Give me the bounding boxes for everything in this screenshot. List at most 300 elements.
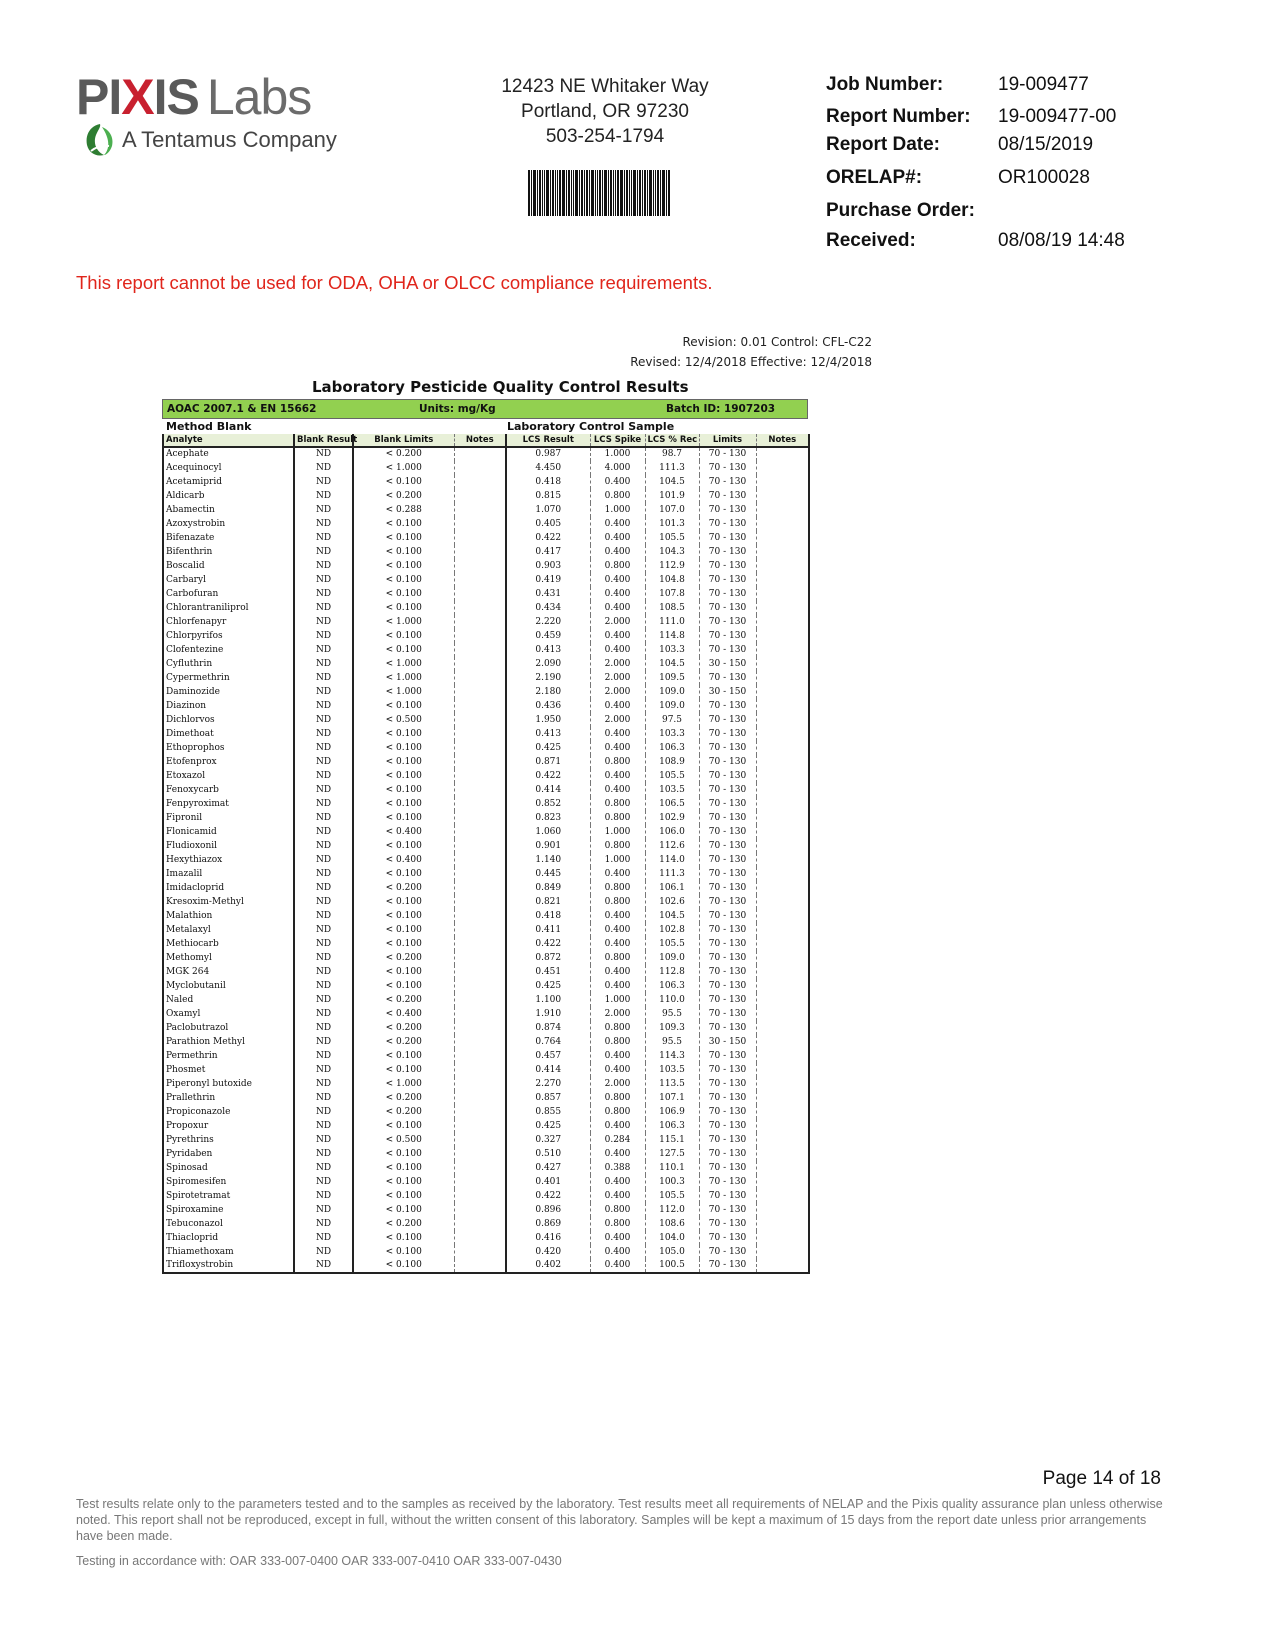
lcs-rec-cell: 104.0 [645, 1231, 699, 1245]
table-row [163, 1147, 809, 1161]
blank-notes-cell [454, 783, 506, 797]
lcs-spike-cell: 0.400 [590, 727, 645, 741]
blank-notes-cell [454, 1119, 506, 1133]
analyte-cell: Daminozide [163, 685, 294, 699]
orelap-label: ORELAP#: [826, 167, 923, 188]
limits-cell: 70 - 130 [699, 839, 756, 853]
blank-limits-cell: < 0.100 [353, 1231, 454, 1245]
blank-limits-cell: < 0.100 [353, 1063, 454, 1077]
lcs-spike-cell: 1.000 [590, 993, 645, 1007]
lcs-result-cell: 0.872 [506, 951, 590, 965]
blank-result-cell: ND [294, 1035, 353, 1049]
lcs-result-cell: 1.100 [506, 993, 590, 1007]
footer-disclaimer: Test results relate only to the parameters tested and to the samples as received by the laboratory. Test results meet all requirements of NELAP and the Pixis quality assurance plan unless otherwise noted. This report shall not be reproduced, except in full, without the written consent of this laboratory. Samples will be kept a maximum of 15 days from the report date unless prior arrangements have been made. [76, 1497, 1163, 1543]
lcs-notes-cell [756, 629, 809, 643]
blank-result-cell: ND [294, 1077, 353, 1091]
blank-limits-cell: < 1.000 [353, 685, 454, 699]
lcs-spike-cell: 2.000 [590, 657, 645, 671]
blank-limits-cell: < 1.000 [353, 1077, 454, 1091]
limits-cell: 70 - 130 [699, 699, 756, 713]
col-limits: Limits [699, 434, 756, 447]
lcs-spike-cell: 0.400 [590, 699, 645, 713]
analyte-cell: MGK 264 [163, 965, 294, 979]
blank-limits-cell: < 0.100 [353, 867, 454, 881]
lcs-notes-cell [756, 839, 809, 853]
blank-result-cell: ND [294, 1245, 353, 1259]
lcs-spike-cell: 0.400 [590, 629, 645, 643]
blank-result-cell: ND [294, 1189, 353, 1203]
company-logo [76, 69, 366, 162]
blank-limits-cell: < 0.100 [353, 517, 454, 531]
lcs-spike-cell: 0.400 [590, 475, 645, 489]
logo-wordmark [76, 69, 366, 125]
blank-result-cell: ND [294, 587, 353, 601]
table-row [163, 727, 809, 741]
lcs-notes-cell [756, 615, 809, 629]
lcs-spike-cell: 0.800 [590, 559, 645, 573]
limits-cell: 70 - 130 [699, 1077, 756, 1091]
address-phone: 503-254-1794 [545, 126, 665, 147]
limits-cell: 70 - 130 [699, 643, 756, 657]
revised-line: Revised: 12/4/2018 Effective: 12/4/2018 [630, 355, 872, 369]
lcs-spike-cell: 0.800 [590, 1021, 645, 1035]
lcs-spike-cell: 0.800 [590, 839, 645, 853]
analyte-cell: Trifloxystrobin [163, 1259, 294, 1273]
blank-notes-cell [454, 713, 506, 727]
lcs-result-cell: 0.413 [506, 643, 590, 657]
limits-cell: 30 - 150 [699, 685, 756, 699]
lcs-result-cell: 0.434 [506, 601, 590, 615]
blank-result-cell: ND [294, 853, 353, 867]
logo-tagline-row [82, 120, 337, 160]
blank-limits-cell: < 0.100 [353, 755, 454, 769]
logo-tagline: A Tentamus Company [122, 127, 337, 152]
table-row [163, 447, 809, 461]
table-row [163, 489, 809, 503]
lcs-notes-cell [756, 811, 809, 825]
analyte-cell: Naled [163, 993, 294, 1007]
lcs-spike-cell: 1.000 [590, 503, 645, 517]
table-row [163, 657, 809, 671]
limits-cell: 30 - 150 [699, 1035, 756, 1049]
blank-result-cell: ND [294, 825, 353, 839]
lcs-spike-cell: 4.000 [590, 461, 645, 475]
lcs-notes-cell [756, 881, 809, 895]
lcs-notes-cell [756, 979, 809, 993]
col-lcs-rec: LCS % Rec [645, 434, 699, 447]
blank-notes-cell [454, 559, 506, 573]
analyte-cell: Hexythiazox [163, 853, 294, 867]
limits-cell: 70 - 130 [699, 727, 756, 741]
lcs-rec-cell: 95.5 [645, 1007, 699, 1021]
limits-cell: 70 - 130 [699, 573, 756, 587]
qc-method: AOAC 2007.1 & EN 15662 [167, 403, 317, 415]
limits-cell: 70 - 130 [699, 1091, 756, 1105]
lcs-result-cell: 0.849 [506, 881, 590, 895]
lcs-spike-cell: 2.000 [590, 1007, 645, 1021]
blank-result-cell: ND [294, 1231, 353, 1245]
lcs-result-cell: 0.422 [506, 531, 590, 545]
lcs-result-cell: 2.180 [506, 685, 590, 699]
blank-notes-cell [454, 881, 506, 895]
qc-table [162, 434, 810, 1274]
blank-result-cell: ND [294, 545, 353, 559]
lcs-spike-cell: 0.400 [590, 783, 645, 797]
analyte-cell: Dichlorvos [163, 713, 294, 727]
lcs-result-cell: 2.190 [506, 671, 590, 685]
blank-notes-cell [454, 1049, 506, 1063]
blank-result-cell: ND [294, 937, 353, 951]
blank-limits-cell: < 0.100 [353, 1259, 454, 1273]
blank-limits-cell: < 0.100 [353, 601, 454, 615]
report-date-label: Report Date: [826, 134, 941, 155]
blank-limits-cell: < 0.400 [353, 853, 454, 867]
address-street: 12423 NE Whitaker Way [501, 76, 709, 97]
lcs-notes-cell [756, 601, 809, 615]
blank-result-cell: ND [294, 573, 353, 587]
blank-result-cell: ND [294, 1161, 353, 1175]
limits-cell: 70 - 130 [699, 1231, 756, 1245]
lcs-rec-cell: 109.5 [645, 671, 699, 685]
lcs-notes-cell [756, 965, 809, 979]
blank-notes-cell [454, 1147, 506, 1161]
blank-result-cell: ND [294, 1119, 353, 1133]
lcs-spike-cell: 0.400 [590, 573, 645, 587]
lcs-result-cell: 0.869 [506, 1217, 590, 1231]
blank-notes-cell [454, 615, 506, 629]
table-row [163, 1063, 809, 1077]
lcs-notes-cell [756, 531, 809, 545]
purchase-order-label: Purchase Order: [826, 200, 975, 221]
analyte-cell: Ethoprophos [163, 741, 294, 755]
limits-cell: 70 - 130 [699, 1161, 756, 1175]
blank-limits-cell: < 0.100 [353, 1161, 454, 1175]
received-row [826, 230, 1246, 254]
table-row [163, 671, 809, 685]
lcs-result-cell: 0.901 [506, 839, 590, 853]
table-row [163, 615, 809, 629]
lcs-notes-cell [756, 1119, 809, 1133]
limits-cell: 70 - 130 [699, 1147, 756, 1161]
blank-limits-cell: < 0.500 [353, 713, 454, 727]
lcs-notes-cell [756, 461, 809, 475]
limits-cell: 70 - 130 [699, 853, 756, 867]
blank-notes-cell [454, 1035, 506, 1049]
lcs-spike-cell: 2.000 [590, 671, 645, 685]
blank-limits-cell: < 0.100 [353, 1189, 454, 1203]
blank-result-cell: ND [294, 951, 353, 965]
limits-cell: 70 - 130 [699, 1021, 756, 1035]
limits-cell: 70 - 130 [699, 755, 756, 769]
blank-notes-cell [454, 867, 506, 881]
lcs-notes-cell [756, 755, 809, 769]
lcs-result-cell: 0.815 [506, 489, 590, 503]
lcs-result-cell: 0.414 [506, 1063, 590, 1077]
lcs-notes-cell [756, 685, 809, 699]
blank-notes-cell [454, 909, 506, 923]
page-number: Page 14 of 18 [1042, 1468, 1161, 1489]
lcs-spike-cell: 0.400 [590, 1259, 645, 1273]
analyte-cell: Phosmet [163, 1063, 294, 1077]
lcs-result-cell: 0.422 [506, 769, 590, 783]
lcs-spike-cell: 0.400 [590, 1245, 645, 1259]
lcs-spike-cell: 0.400 [590, 531, 645, 545]
logo-text-is: IS [153, 69, 199, 125]
blank-result-cell: ND [294, 867, 353, 881]
table-row [163, 1105, 809, 1119]
table-row [163, 937, 809, 951]
lcs-rec-cell: 103.3 [645, 727, 699, 741]
logo-text-x: X [121, 69, 154, 125]
lcs-rec-cell: 100.5 [645, 1259, 699, 1273]
analyte-cell: Fenoxycarb [163, 783, 294, 797]
qc-method-bar [162, 399, 808, 419]
blank-notes-cell [454, 1105, 506, 1119]
lcs-rec-cell: 105.5 [645, 937, 699, 951]
blank-limits-cell: < 0.100 [353, 587, 454, 601]
analyte-cell: Dimethoat [163, 727, 294, 741]
lcs-notes-cell [756, 559, 809, 573]
lcs-rec-cell: 106.3 [645, 979, 699, 993]
lcs-result-cell: 0.416 [506, 1231, 590, 1245]
lcs-notes-cell [756, 643, 809, 657]
limits-cell: 70 - 130 [699, 601, 756, 615]
table-row [163, 1049, 809, 1063]
lcs-rec-cell: 106.9 [645, 1105, 699, 1119]
lcs-result-cell: 0.445 [506, 867, 590, 881]
blank-limits-cell: < 0.100 [353, 531, 454, 545]
blank-result-cell: ND [294, 895, 353, 909]
lcs-notes-cell [756, 1105, 809, 1119]
lcs-result-cell: 0.418 [506, 909, 590, 923]
blank-notes-cell [454, 503, 506, 517]
lcs-notes-cell [756, 713, 809, 727]
blank-limits-cell: < 0.200 [353, 881, 454, 895]
blank-result-cell: ND [294, 811, 353, 825]
analyte-cell: Bifenthrin [163, 545, 294, 559]
lcs-notes-cell [756, 1245, 809, 1259]
lcs-notes-cell [756, 769, 809, 783]
blank-notes-cell [454, 447, 506, 461]
limits-cell: 70 - 130 [699, 1007, 756, 1021]
blank-result-cell: ND [294, 909, 353, 923]
blank-notes-cell [454, 573, 506, 587]
table-row [163, 629, 809, 643]
lcs-result-cell: 0.425 [506, 741, 590, 755]
limits-cell: 70 - 130 [699, 713, 756, 727]
blank-notes-cell [454, 1203, 506, 1217]
lcs-spike-cell: 0.800 [590, 895, 645, 909]
limits-cell: 70 - 130 [699, 559, 756, 573]
table-row [163, 1203, 809, 1217]
analyte-cell: Boscalid [163, 559, 294, 573]
lcs-rec-cell: 106.5 [645, 797, 699, 811]
lcs-spike-cell: 0.800 [590, 811, 645, 825]
analyte-cell: Parathion Methyl [163, 1035, 294, 1049]
analyte-cell: Cypermethrin [163, 671, 294, 685]
lcs-result-cell: 0.874 [506, 1021, 590, 1035]
table-row [163, 559, 809, 573]
blank-notes-cell [454, 517, 506, 531]
blank-result-cell: ND [294, 559, 353, 573]
lcs-notes-cell [756, 909, 809, 923]
blank-result-cell: ND [294, 769, 353, 783]
analyte-cell: Imazalil [163, 867, 294, 881]
blank-notes-cell [454, 937, 506, 951]
blank-limits-cell: < 0.100 [353, 741, 454, 755]
limits-cell: 70 - 130 [699, 1189, 756, 1203]
blank-notes-cell [454, 671, 506, 685]
lcs-spike-cell: 0.400 [590, 923, 645, 937]
blank-notes-cell [454, 531, 506, 545]
job-number-value: 19-009477 [998, 74, 1089, 95]
lcs-result-cell: 1.070 [506, 503, 590, 517]
table-row [163, 895, 809, 909]
blank-result-cell: ND [294, 881, 353, 895]
blank-notes-cell [454, 1021, 506, 1035]
blank-limits-cell: < 0.100 [353, 979, 454, 993]
lcs-spike-cell: 0.800 [590, 489, 645, 503]
blank-result-cell: ND [294, 755, 353, 769]
blank-limits-cell: < 0.200 [353, 1091, 454, 1105]
blank-result-cell: ND [294, 685, 353, 699]
lcs-rec-cell: 106.3 [645, 1119, 699, 1133]
lcs-spike-cell: 0.800 [590, 1091, 645, 1105]
lcs-notes-cell [756, 937, 809, 951]
lcs-rec-cell: 103.5 [645, 1063, 699, 1077]
analyte-cell: Abamectin [163, 503, 294, 517]
limits-cell: 70 - 130 [699, 629, 756, 643]
table-row [163, 909, 809, 923]
lcs-rec-cell: 103.3 [645, 643, 699, 657]
table-row [163, 1175, 809, 1189]
report-date-value: 08/15/2019 [998, 134, 1094, 155]
lcs-spike-cell: 0.400 [590, 1231, 645, 1245]
blank-notes-cell [454, 1133, 506, 1147]
lcs-notes-cell [756, 545, 809, 559]
limits-cell: 70 - 130 [699, 783, 756, 797]
table-row [163, 769, 809, 783]
lcs-rec-cell: 114.0 [645, 853, 699, 867]
lcs-spike-cell: 0.400 [590, 741, 645, 755]
blank-notes-cell [454, 489, 506, 503]
lcs-rec-cell: 108.9 [645, 755, 699, 769]
blank-limits-cell: < 0.100 [353, 1245, 454, 1259]
blank-result-cell: ND [294, 503, 353, 517]
table-row [163, 699, 809, 713]
lcs-result-cell: 0.857 [506, 1091, 590, 1105]
qc-header-row [163, 434, 809, 447]
analyte-cell: Myclobutanil [163, 979, 294, 993]
blank-limits-cell: < 0.100 [353, 699, 454, 713]
analyte-cell: Diazinon [163, 699, 294, 713]
lcs-spike-cell: 0.400 [590, 769, 645, 783]
blank-notes-cell [454, 825, 506, 839]
limits-cell: 70 - 130 [699, 811, 756, 825]
lcs-notes-cell [756, 1021, 809, 1035]
lcs-notes-cell [756, 993, 809, 1007]
lcs-rec-cell: 101.3 [645, 517, 699, 531]
lcs-notes-cell [756, 1161, 809, 1175]
lcs-rec-cell: 104.5 [645, 475, 699, 489]
table-row [163, 951, 809, 965]
lcs-rec-cell: 127.5 [645, 1147, 699, 1161]
table-row [163, 1021, 809, 1035]
blank-result-cell: ND [294, 1259, 353, 1273]
analyte-cell: Thiacloprid [163, 1231, 294, 1245]
blank-limits-cell: < 0.100 [353, 573, 454, 587]
lcs-result-cell: 0.821 [506, 895, 590, 909]
blank-limits-cell: < 0.500 [353, 1133, 454, 1147]
lcs-rec-cell: 105.0 [645, 1245, 699, 1259]
lcs-rec-cell: 103.5 [645, 783, 699, 797]
lcs-spike-cell: 1.000 [590, 825, 645, 839]
lcs-rec-cell: 108.5 [645, 601, 699, 615]
lcs-rec-cell: 109.0 [645, 699, 699, 713]
lcs-spike-cell: 0.400 [590, 1189, 645, 1203]
blank-limits-cell: < 0.100 [353, 643, 454, 657]
lcs-notes-cell [756, 447, 809, 461]
lcs-result-cell: 0.764 [506, 1035, 590, 1049]
lcs-result-cell: 0.510 [506, 1147, 590, 1161]
table-row [163, 867, 809, 881]
table-row [163, 965, 809, 979]
blank-result-cell: ND [294, 1203, 353, 1217]
job-number-label: Job Number: [826, 74, 944, 95]
limits-cell: 30 - 150 [699, 657, 756, 671]
lcs-spike-cell: 1.000 [590, 447, 645, 461]
lcs-result-cell: 0.425 [506, 1119, 590, 1133]
table-row [163, 1161, 809, 1175]
lcs-notes-cell [756, 1147, 809, 1161]
lcs-result-cell: 1.910 [506, 1007, 590, 1021]
blank-notes-cell [454, 1217, 506, 1231]
analyte-cell: Aldicarb [163, 489, 294, 503]
blank-notes-cell [454, 755, 506, 769]
lcs-result-cell: 0.401 [506, 1175, 590, 1189]
limits-cell: 70 - 130 [699, 797, 756, 811]
limits-cell: 70 - 130 [699, 993, 756, 1007]
lcs-result-cell: 0.457 [506, 1049, 590, 1063]
analyte-cell: Spiromesifen [163, 1175, 294, 1189]
blank-notes-cell [454, 1091, 506, 1105]
limits-cell: 70 - 130 [699, 1203, 756, 1217]
lcs-rec-cell: 106.0 [645, 825, 699, 839]
blank-result-cell: ND [294, 657, 353, 671]
lcs-result-cell: 0.871 [506, 755, 590, 769]
lcs-result-cell: 0.413 [506, 727, 590, 741]
lcs-rec-cell: 97.5 [645, 713, 699, 727]
blank-notes-cell [454, 741, 506, 755]
col-blank-notes: Notes [454, 434, 506, 447]
lcs-result-cell: 0.414 [506, 783, 590, 797]
blank-notes-cell [454, 1077, 506, 1091]
lcs-notes-cell [756, 867, 809, 881]
tentamus-leaf-icon [82, 121, 118, 159]
orelap-value: OR100028 [998, 167, 1090, 188]
table-row [163, 993, 809, 1007]
limits-cell: 70 - 130 [699, 489, 756, 503]
lcs-notes-cell [756, 1231, 809, 1245]
lcs-result-cell: 0.402 [506, 1259, 590, 1273]
blank-notes-cell [454, 1189, 506, 1203]
lcs-notes-cell [756, 671, 809, 685]
limits-cell: 70 - 130 [699, 965, 756, 979]
lcs-result-cell: 0.418 [506, 475, 590, 489]
blank-result-cell: ND [294, 1175, 353, 1189]
lcs-notes-cell [756, 475, 809, 489]
table-row [163, 685, 809, 699]
